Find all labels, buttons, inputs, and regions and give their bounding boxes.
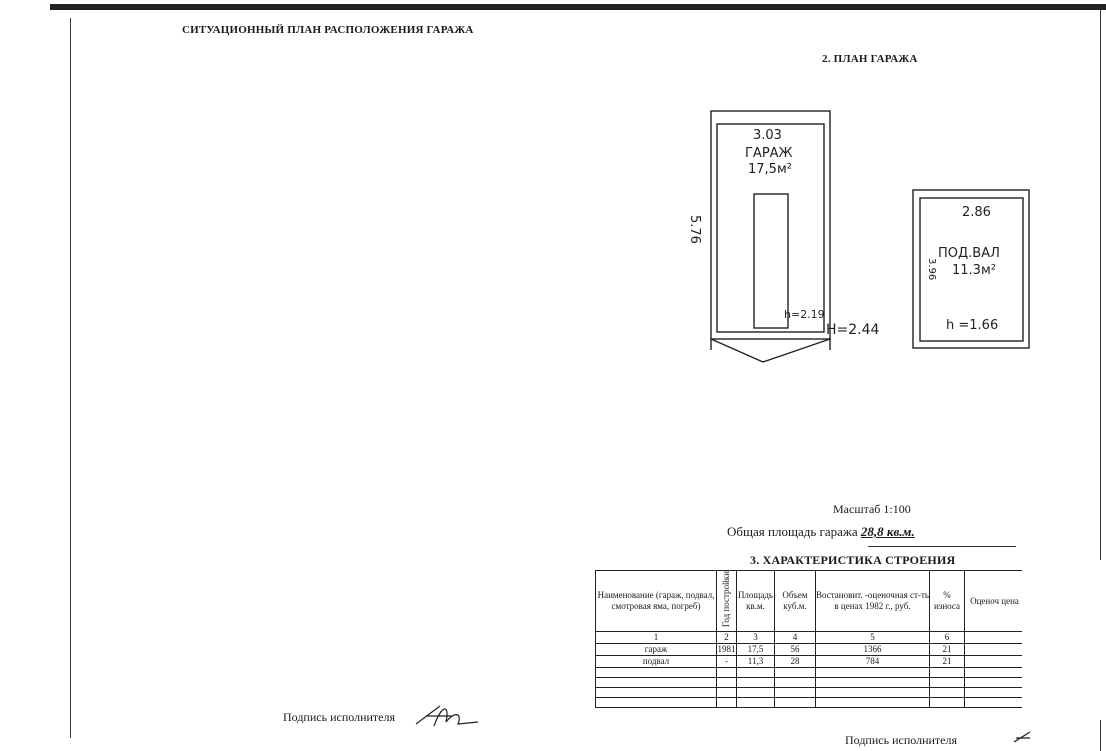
situational-plan-title: СИТУАЦИОННЫЙ ПЛАН РАСПОЛОЖЕНИЯ ГАРАЖА [182, 24, 474, 36]
table-column-numbers-row: 1 2 3 4 5 6 [596, 632, 1025, 644]
header-wear: % износа [930, 571, 965, 632]
basement-area-label: 11.3м² [952, 263, 996, 278]
total-area-label: Общая площадь гаража [727, 524, 858, 539]
garage-plan-title: 2. ПЛАН ГАРАЖА [822, 53, 918, 65]
garage-height-label: H=2.44 [826, 322, 880, 338]
header-valuation: Оценоч цена [965, 571, 1025, 632]
garage-length-label: 5.76 [687, 215, 702, 244]
scan-cutoff [1022, 560, 1106, 720]
table-row [596, 698, 1025, 708]
inspection-pit [754, 194, 788, 328]
header-area: Площадь кв.м. [737, 571, 775, 632]
signature-label: Подпись исполнителя [283, 710, 395, 724]
total-area-line [727, 524, 915, 540]
table-row [596, 688, 1025, 698]
total-area-value: 28,8 кв.м. [860, 524, 915, 539]
signature-scribble [412, 700, 482, 730]
header-year: Год постройки [717, 571, 737, 632]
signature-label-2: Подпись исполнителя [845, 733, 957, 747]
header-name: Наименование (гараж, подвал, смотровая яма, погреб) [596, 571, 717, 632]
table-row: гараж 1981 17,5 56 1366 21 [596, 644, 1025, 656]
garage-area-label: 17,5м² [748, 162, 792, 177]
basement-height-label: h =1.66 [946, 318, 999, 333]
garage-pit-height-label: h=2.19 [784, 308, 825, 321]
garage-gate [711, 339, 830, 362]
header-volume: Объем куб.м. [775, 571, 816, 632]
table-header-row [596, 571, 1025, 632]
total-area-underline [868, 546, 1016, 547]
header-restoration-cost: Востановит. -оценочная ст-ть в ценах 1982 г., руб. [816, 571, 930, 632]
signature-scribble-2 [1012, 728, 1032, 748]
garage-name-label: ГАРАЖ [745, 146, 793, 161]
table-row: подвал - 11,3 28 784 21 [596, 656, 1025, 668]
table-row [596, 678, 1025, 688]
garage-width-label: 3.03 [753, 128, 782, 143]
table-row [596, 668, 1025, 678]
basement-width-label: 2.86 [962, 205, 991, 220]
characteristics-title: 3. ХАРАКТЕРИСТИКА СТРОЕНИЯ [750, 553, 956, 567]
basement-length-label: 3.96 [926, 258, 937, 281]
scale-label: Масштаб 1:100 [833, 502, 911, 516]
basement-name-label: ПОД.ВАЛ [938, 246, 1000, 261]
characteristics-table [595, 570, 1025, 708]
